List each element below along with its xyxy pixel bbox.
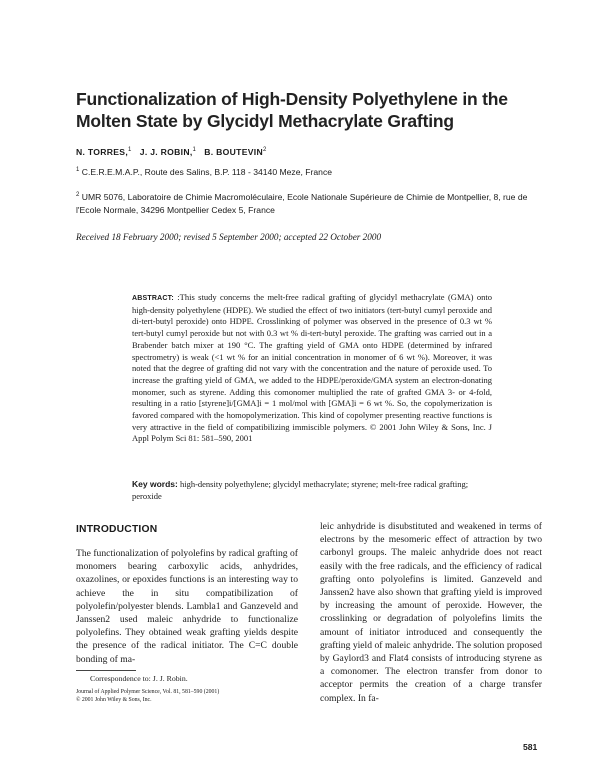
intro-right-column: leic anhydride is disubstituted and weakened in terms of electrons by the mesomeric effect of attraction by two carbonyl groups. The maleic anhydride does not react easily with the free radicals, and the efficiency of radical grafting onto polyolefins is limited. Ganzeveld and Janssen2 have also shown that grafting yield is improved by increasing the amount of peroxide. However, the crosslinking or degradation of polyolefins limits the amount of initiator introduced and consequently the grafting yield of maleic anhydride. The solution proposed by Gaylord3 and Flat4 consists of introducing styrene as a comonomer. The electron transfer from donor to acceptor permits the creation of a charge transfer complex. In fa- (320, 521, 542, 704)
keywords (132, 479, 492, 502)
abstract-text: :This study concerns the melt-free radical grafting of glycidyl methacrylate (GMA) onto high-density polyethylene (HDPE). We studied the effect of two initiators (tert-butyl cumyl peroxide and di-tert-butyl peroxide) onto HDPE. Crosslinking of polymer was observed in the presence of 0.3 wt % tert-butyl cumyl peroxide but not with 0.3 wt % di-tert-butyl peroxide. The grafting was carried out in a Brabender batch mixer at 190 °C. The grafting yield of GMA onto HDPE (determined by infrared spectrometry) is weak (<1 wt % for an initial concentration in monomer of 6 wt %). Moreover, it was noted that the degree of grafting did not vary with the concentration and the nature of peroxide used. To increase the grafting yield of GMA, we added to the HDPE/peroxide/GMA system an electron-donating monomer, such as styrene. Adding this comonomer multiplied the rate of grafted GMA 3- or 4-fold, resulting in a ratio [styrene]i/[GMA]i = 1 mol/mol with [GMA]i = 6 wt %. So, the copolymerization is favored compared with the homopolymerization. This kind of copolymer presenting reactive functions is very attractive in the field of compatibilizing immiscible polymers. © 2001 John Wiley & Sons, Inc. J Appl Polym Sci 81: 581–590, 2001 (132, 292, 493, 444)
abstract (132, 292, 492, 445)
author-list (76, 147, 267, 157)
intro-left-column: The functionalization of polyolefins by radical grafting of monomers bearing carboxylic acids, anhydrides, oxazolines, or epoxides functions is an interesting way to achieve the in situ compatibilization of polyolefin/polyester blends. Lambla1 and Ganzeveld and Janssen2 used maleic anhydride to functionalize polyolefins. They obtained weak grafting yields despite the presence of the radical initiator. The C=C double bonding of ma- (76, 548, 298, 665)
author-affiliation-mark: 2 (262, 147, 267, 154)
keywords-text: high-density polyethylene; glycidyl methacrylate; styrene; melt-free radical grafting; peroxide (132, 479, 469, 501)
author-name: B. BOUTEVIN (204, 147, 263, 157)
section-heading: INTRODUCTION (76, 524, 158, 535)
page-number: 581 (523, 742, 538, 752)
author-name: N. TORRES, (76, 147, 129, 157)
author-affiliation-mark: 1 (128, 147, 132, 154)
affiliation-mark: 2 (76, 192, 80, 199)
journal-line: Journal of Applied Polymer Science, Vol. 81, 581–590 (2001) (76, 689, 220, 695)
affiliation-2 (76, 191, 546, 217)
abstract-label: ABSTRACT: (132, 295, 174, 302)
paper-title: Functionalization of High-Density Polyethylene in the Molten State by Glycidyl Methacrylate Grafting (76, 89, 508, 131)
author-affiliation-mark: 1 (192, 147, 197, 154)
affiliation-mark: 1 (76, 167, 80, 174)
affiliation-text: C.E.R.E.M.A.P., Route des Salins, B.P. 118 - 34140 Meze, France (81, 167, 333, 177)
correspondence-note: Correspondence to: J. J. Robin. (90, 674, 188, 683)
received-dates: Received 18 February 2000; revised 5 September 2000; accepted 22 October 2000 (76, 232, 382, 242)
copyright-line: © 2001 John Wiley & Sons, Inc. (76, 697, 152, 703)
affiliation-text: UMR 5076, Laboratoire de Chimie Macromoléculaire, Ecole Nationale Supérieure de Chimie de Montpellier, 8, rue de l'Ecole Normale, 34296 Montpellier Cedex 5, France (76, 192, 528, 215)
journal-citation (76, 688, 306, 704)
author-name: J. J. ROBIN, (139, 147, 193, 157)
affiliation-1 (76, 166, 546, 179)
footnote-divider (76, 670, 136, 671)
keywords-label: Key words: (132, 479, 178, 489)
